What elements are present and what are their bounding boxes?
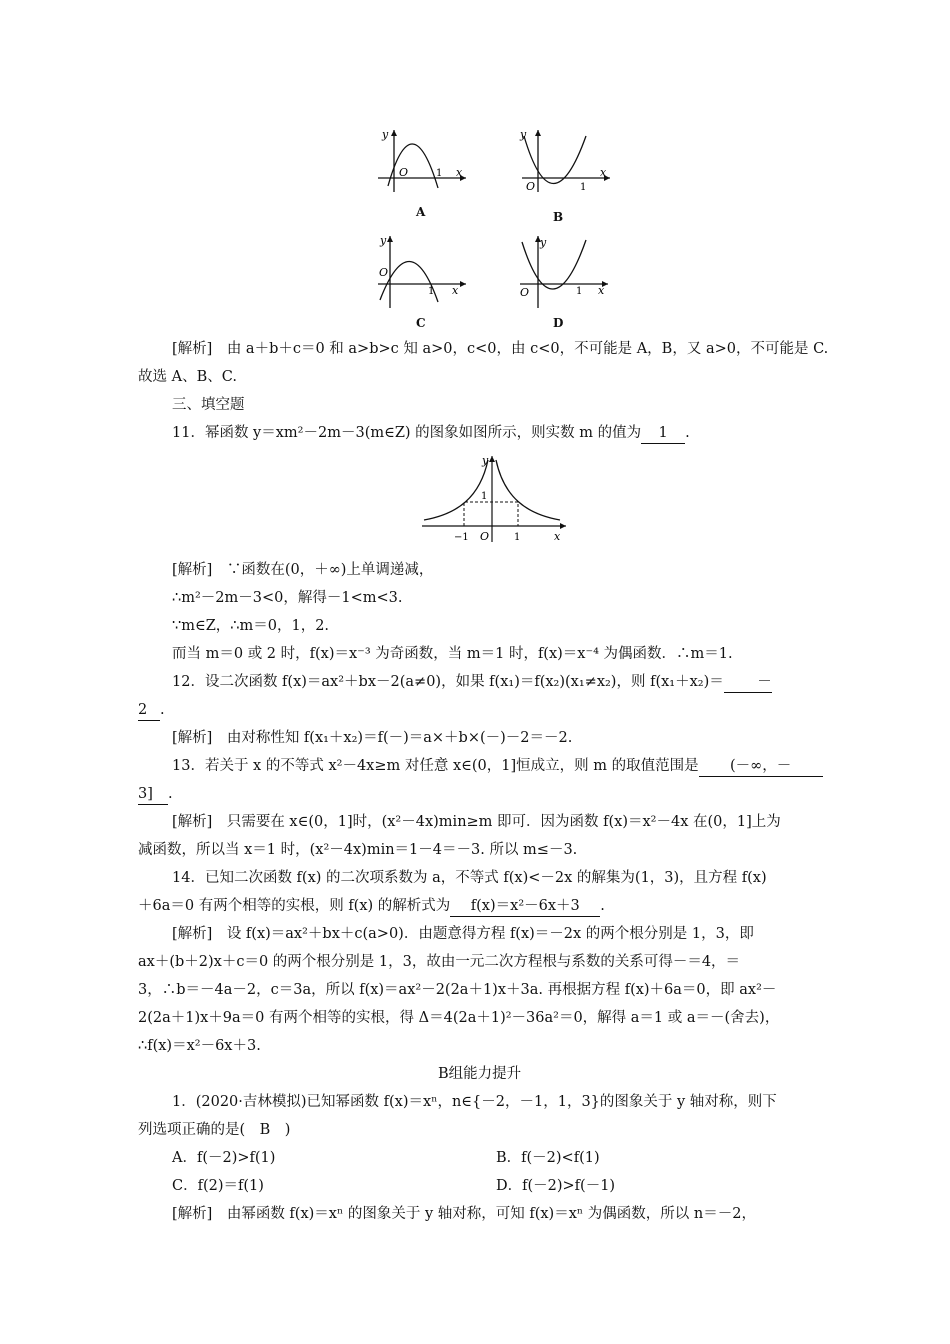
q14-solution-line4: 2(2a＋1)x＋9a＝0 有两个相等的实根，得 Δ＝4(2a＋1)²－36a²＝0，解得 a＝1 或 a＝－(舍去)， bbox=[138, 1010, 780, 1026]
b1-option-b: B．f(－2)<f(1) bbox=[496, 1150, 600, 1166]
q13-question-cont bbox=[138, 784, 173, 805]
q14-question-line1: 14．已知二次函数 f(x) 的二次项系数为 a，不等式 f(x)<－2x 的解集为(1，3)，且方程 f(x) bbox=[172, 870, 767, 886]
q11-answer: 1 bbox=[641, 423, 685, 444]
q14-answer: f(x)＝x²－6x＋3 bbox=[450, 896, 600, 917]
q12-question bbox=[172, 672, 772, 693]
b1-option-c: C．f(2)＝f(1) bbox=[172, 1178, 264, 1194]
tick-neg-one-label: −1 bbox=[454, 532, 469, 543]
origin-label: O bbox=[379, 266, 389, 279]
quadratic-graph-a bbox=[372, 126, 472, 196]
graph-label-c: C bbox=[416, 316, 426, 330]
origin-label: O bbox=[520, 286, 530, 299]
tick-label: 1 bbox=[576, 286, 583, 297]
q13-text: 13．若关于 x 的不等式 x²－4x≥m 对任意 x∈(0，1]恒成立，则 m 的取值范围是 bbox=[172, 758, 699, 774]
q11-end: . bbox=[685, 425, 690, 441]
q14-solution-line5: ∴f(x)＝x²－6x＋3. bbox=[138, 1038, 261, 1054]
tick-label: 1 bbox=[436, 168, 443, 179]
quadratic-graph-d bbox=[514, 232, 614, 312]
q14-text: ＋6a＝0 有两个相等的实根，则 f(x) 的解析式为 bbox=[138, 898, 451, 914]
tick-one-label: 1 bbox=[514, 532, 521, 543]
origin-label: O bbox=[526, 180, 536, 193]
x-axis-label: x bbox=[600, 166, 607, 179]
graph-label-d: D bbox=[553, 316, 564, 330]
tick-y-label: 1 bbox=[481, 491, 488, 502]
q13-question bbox=[172, 756, 823, 777]
y-axis-label: y bbox=[540, 236, 547, 249]
y-axis-label: y bbox=[520, 128, 527, 141]
x-axis-label: x bbox=[456, 166, 463, 179]
origin-label: O bbox=[480, 530, 490, 543]
q12-solution: [解析] 由对称性知 f(x₁＋x₂)＝f(－)＝a×＋b×(－)－2＝－2. bbox=[172, 730, 573, 746]
power-function-graph bbox=[418, 452, 570, 544]
tick-label: 1 bbox=[428, 286, 435, 297]
x-axis-label: x bbox=[554, 530, 561, 543]
x-axis-label: x bbox=[598, 284, 605, 297]
q11-question bbox=[172, 423, 690, 444]
q12-end: . bbox=[160, 702, 165, 718]
y-axis-label: y bbox=[380, 234, 387, 247]
section-b-heading: B组能力提升 bbox=[438, 1066, 522, 1082]
q11-solution-line4: 而当 m＝0 或 2 时，f(x)＝x⁻³ 为奇函数，当 m＝1 时，f(x)＝x⁻⁴ 为偶函数．∴m＝1. bbox=[172, 646, 733, 662]
q13-solution-line1: [解析] 只需要在 x∈(0，1]时，(x²－4x)min≥m 即可．因为函数 f(x)＝x²－4x 在(0，1]上为 bbox=[172, 814, 781, 830]
x-axis-label: x bbox=[452, 284, 459, 297]
b1-question-line2: 列选项正确的是( B ) bbox=[138, 1122, 291, 1138]
q13-answer-part2: 3] bbox=[138, 784, 168, 805]
q11-solution-line3: ∵m∈Z，∴m＝0，1，2. bbox=[172, 618, 330, 634]
q10-solution-line2: 故选 A、B、C. bbox=[138, 369, 237, 385]
q10-solution-line1: [解析] 由 a＋b＋c＝0 和 a>b>c 知 a>0，c<0，由 c<0，不可能是 A，B，又 a>0，不可能是 C. bbox=[172, 341, 829, 357]
q13-end: . bbox=[168, 786, 173, 802]
graph-label-b: B bbox=[553, 210, 564, 224]
q11-solution-line2: ∴m²－2m－3<0，解得－1<m<3. bbox=[172, 590, 403, 606]
y-axis-label: y bbox=[382, 128, 389, 141]
origin-label: O bbox=[399, 166, 409, 179]
q12-answer-part1: － bbox=[724, 672, 772, 693]
q14-solution-line3: 3，∴b＝－4a－2，c＝3a，所以 f(x)＝ax²－2(2a＋1)x＋3a. 再根据方程 f(x)＋6a＝0，即 ax²－ bbox=[138, 982, 777, 998]
q12-answer-part2: 2 bbox=[138, 700, 160, 721]
b1-option-d: D．f(－2)>f(－1) bbox=[496, 1178, 616, 1194]
q12-text: 12．设二次函数 f(x)＝ax²＋bx－2(a≠0)，如果 f(x₁)＝f(x₂)(x₁≠x₂)，则 f(x₁＋x₂)＝ bbox=[172, 674, 724, 690]
q13-solution-line2: 减函数，所以当 x＝1 时，(x²－4x)min＝1－4＝－3. 所以 m≤－3. bbox=[138, 842, 578, 858]
b1-option-a: A．f(－2)>f(1) bbox=[172, 1150, 276, 1166]
q14-end: . bbox=[600, 898, 605, 914]
q13-answer-part1: (－∞，－ bbox=[699, 756, 823, 777]
graph-label-a: A bbox=[416, 205, 426, 219]
y-axis-label: y bbox=[482, 454, 489, 467]
q14-solution-line2: ax＋(b＋2)x＋c＝0 的两个根分别是 1，3，故由一元二次方程根与系数的关系可得－＝4，＝ bbox=[138, 954, 741, 970]
quadratic-graph-c bbox=[372, 232, 472, 312]
q14-solution-line1: [解析] 设 f(x)＝ax²＋bx＋c(a>0)．由题意得方程 f(x)＝－2x 的两个根分别是 1，3，即 bbox=[172, 926, 754, 942]
q14-question-line2 bbox=[138, 896, 605, 917]
b1-solution-line1: [解析] 由幂函数 f(x)＝xⁿ 的图象关于 y 轴对称，可知 f(x)＝xⁿ 为偶函数，所以 n＝－2， bbox=[172, 1206, 756, 1222]
q12-question-cont bbox=[138, 700, 165, 721]
section-fill-blank-heading: 三、填空题 bbox=[172, 397, 245, 413]
b1-question-line1: 1．(2020·吉林模拟)已知幂函数 f(x)＝xⁿ，n∈{－2，－1，1，3}的图象关于 y 轴对称，则下 bbox=[172, 1094, 777, 1110]
q11-text: 11．幂函数 y＝xm²－2m－3(m∈Z) 的图象如图所示，则实数 m 的值为 bbox=[172, 425, 642, 441]
quadratic-graph-b bbox=[516, 126, 616, 196]
q11-solution-line1: [解析] ∵函数在(0，＋∞)上单调递减， bbox=[172, 562, 434, 578]
tick-label: 1 bbox=[580, 182, 587, 193]
